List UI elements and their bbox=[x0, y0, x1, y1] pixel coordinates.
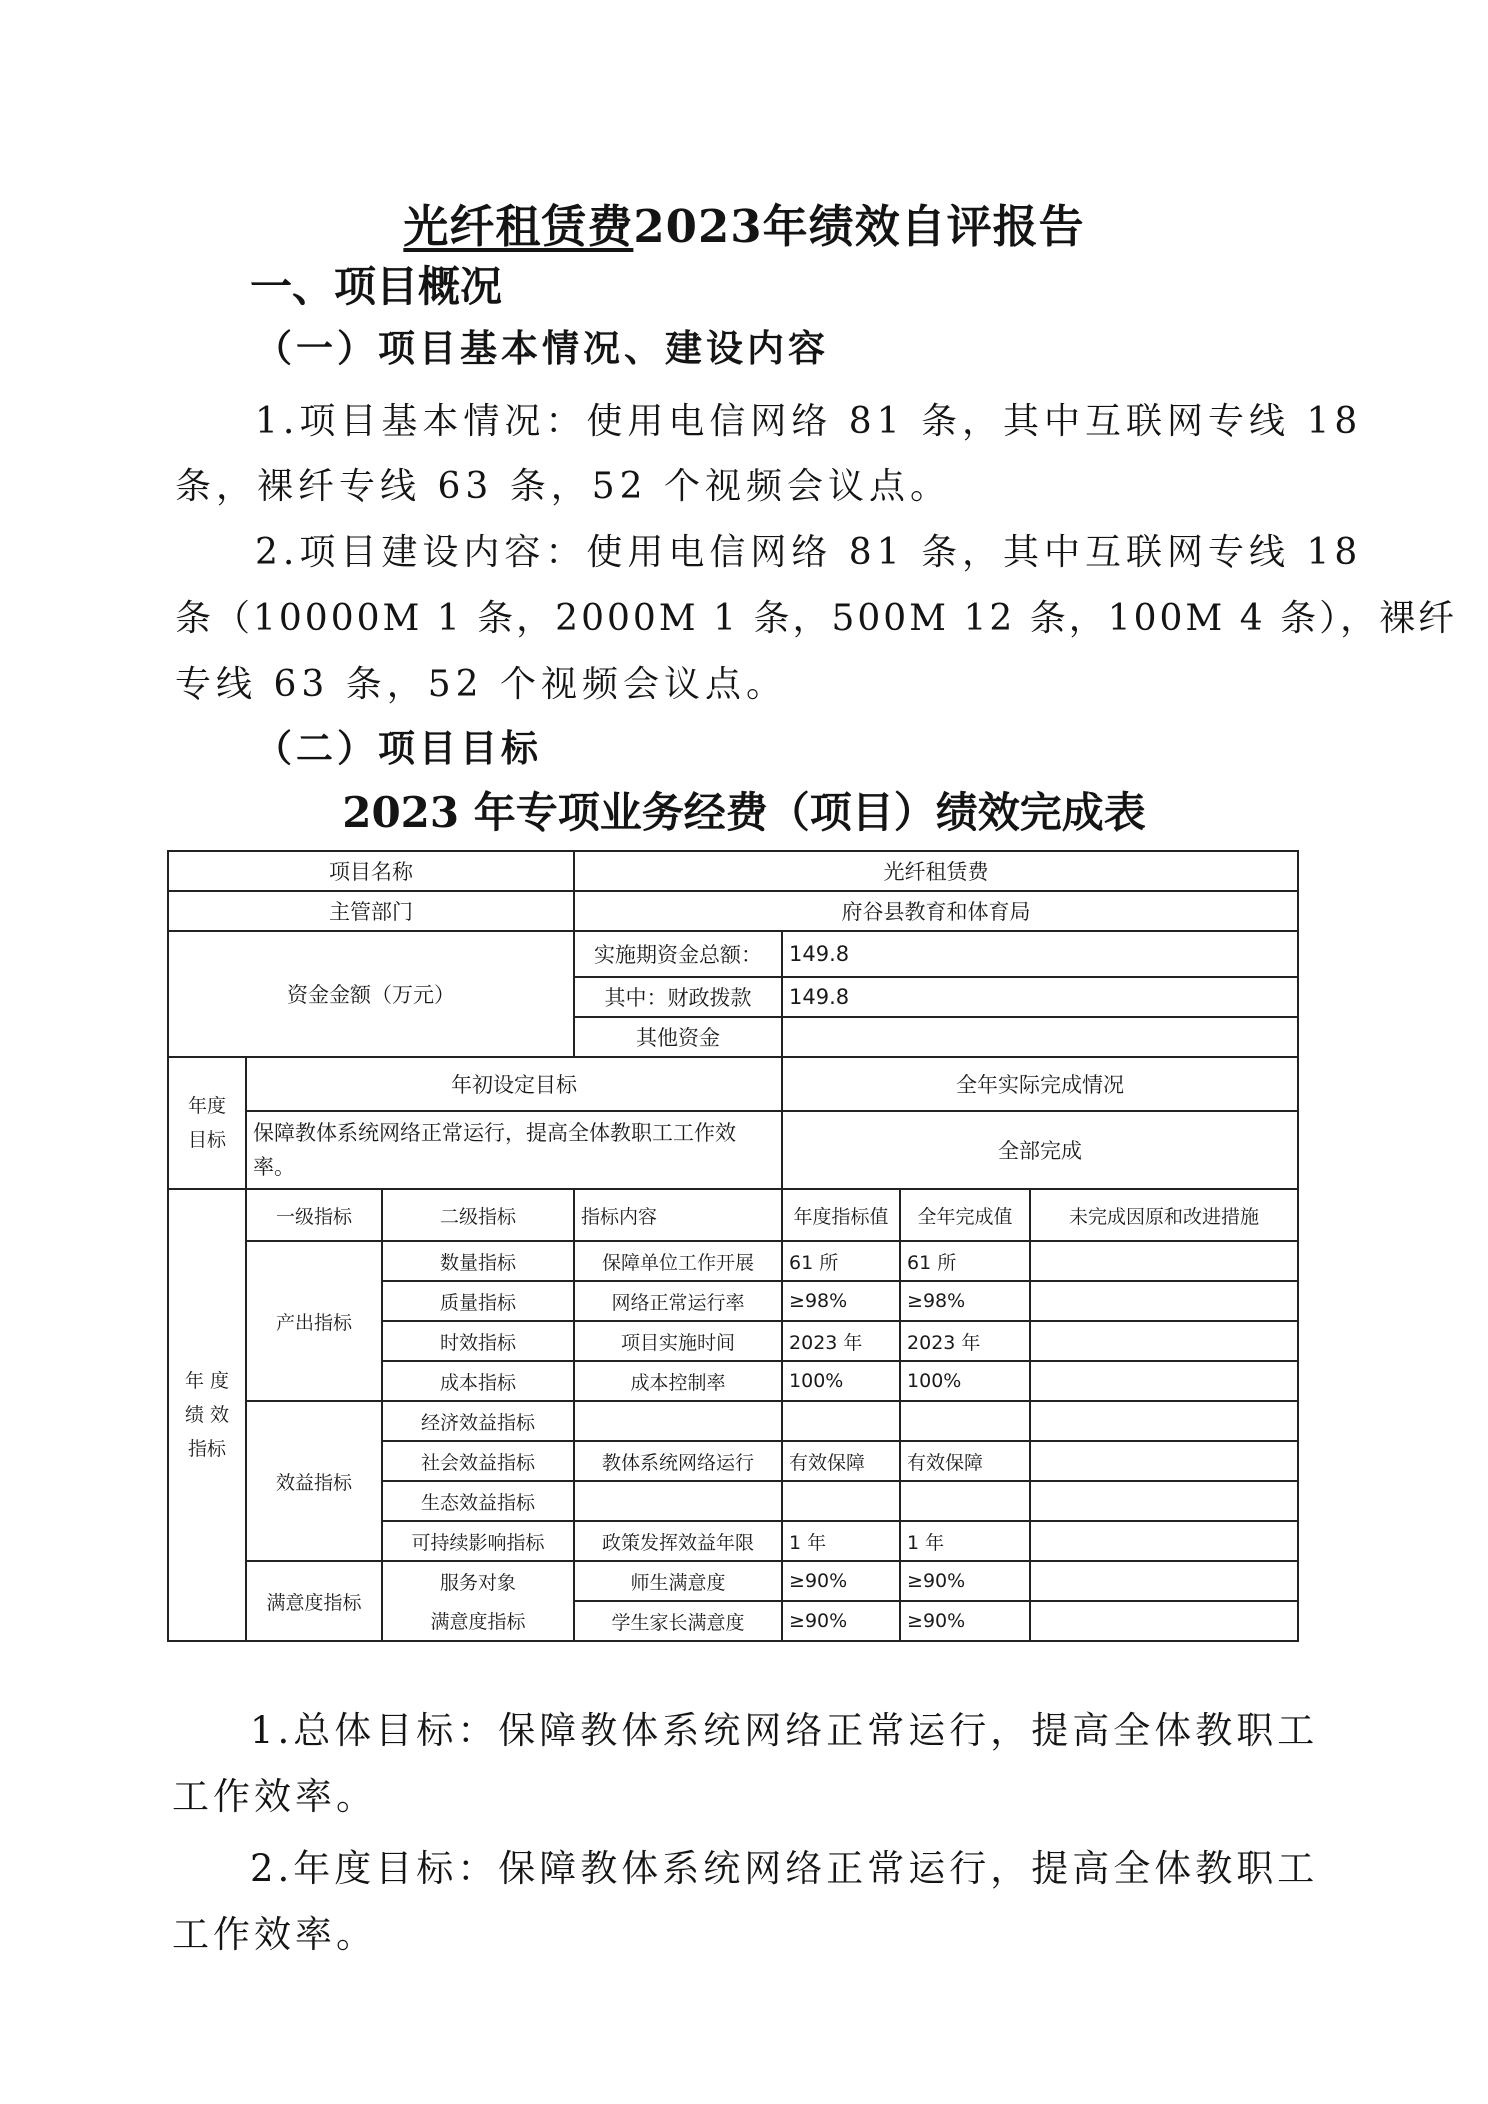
table-row-actual: 1 年 bbox=[900, 1521, 1030, 1561]
total-fund-value: 149.8 bbox=[782, 931, 1298, 977]
table-row-content bbox=[574, 1401, 782, 1441]
output-indicator-label: 产出指标 bbox=[246, 1241, 382, 1401]
header-actual: 全年完成值 bbox=[900, 1189, 1030, 1241]
page-title bbox=[0, 190, 1488, 255]
other-fund-value bbox=[782, 1017, 1298, 1057]
initial-target-value: 保障教体系统网络正常运行，提高全体教职工工作效率。 bbox=[246, 1111, 782, 1189]
header-content: 指标内容 bbox=[574, 1189, 782, 1241]
title-rest: 2023年绩效自评报告 bbox=[633, 200, 1085, 253]
table-row-content: 教体系统网络运行 bbox=[574, 1441, 782, 1481]
table-row-actual: 2023 年 bbox=[900, 1321, 1030, 1361]
title-underlined: 光纤租赁费 bbox=[403, 200, 634, 253]
table-row-remark bbox=[1030, 1481, 1298, 1521]
performance-table bbox=[167, 850, 1299, 1642]
table-row-actual: ≥98% bbox=[900, 1281, 1030, 1321]
header-level2: 二级指标 bbox=[382, 1189, 574, 1241]
table-row-actual: ≥90% bbox=[900, 1601, 1030, 1641]
header-level1: 一级指标 bbox=[246, 1189, 382, 1241]
performance-indicator-label bbox=[168, 1189, 246, 1641]
table-row-target: 有效保障 bbox=[782, 1441, 900, 1481]
overall-goal-line-1: 1.总体目标：保障教体系统网络正常运行，提高全体教职工 bbox=[250, 1709, 1319, 1752]
table-row-target: ≥90% bbox=[782, 1561, 900, 1601]
table-row-remark bbox=[1030, 1361, 1298, 1401]
annual-goal-label-2: 目标 bbox=[187, 1129, 226, 1151]
fund-label: 资金金额（万元） bbox=[168, 931, 574, 1057]
table-row-remark bbox=[1030, 1401, 1298, 1441]
table-row-content: 项目实施时间 bbox=[574, 1321, 782, 1361]
project-name-label: 项目名称 bbox=[168, 851, 574, 891]
table-row-target: ≥98% bbox=[782, 1281, 900, 1321]
table-row-l2: 时效指标 bbox=[382, 1321, 574, 1361]
table-row-target bbox=[782, 1401, 900, 1441]
table-title: 2023 年专项业务经费（项目）绩效完成表 bbox=[342, 788, 1146, 837]
actual-completion-label: 全年实际完成情况 bbox=[782, 1057, 1298, 1111]
subsection-heading-goals: （二）项目目标 bbox=[255, 726, 542, 770]
table-row-l2: 社会效益指标 bbox=[382, 1441, 574, 1481]
table-row-remark bbox=[1030, 1521, 1298, 1561]
table-row-actual bbox=[900, 1481, 1030, 1521]
table-row-content: 师生满意度 bbox=[574, 1561, 782, 1601]
total-fund-label: 实施期资金总额： bbox=[574, 931, 782, 977]
table-row-target: ≥90% bbox=[782, 1601, 900, 1641]
actual-completion-value: 全部完成 bbox=[782, 1111, 1298, 1189]
benefit-indicator-label: 效益指标 bbox=[246, 1401, 382, 1561]
annual-goal-label bbox=[168, 1057, 246, 1189]
table-row-actual bbox=[900, 1401, 1030, 1441]
other-fund-label: 其他资金 bbox=[574, 1017, 782, 1057]
table-row-remark bbox=[1030, 1561, 1298, 1601]
table-row-remark bbox=[1030, 1321, 1298, 1361]
table-row-actual: 61 所 bbox=[900, 1241, 1030, 1281]
initial-target-label: 年初设定目标 bbox=[246, 1057, 782, 1111]
table-row-content bbox=[574, 1481, 782, 1521]
header-remark: 未完成因原和改进措施 bbox=[1030, 1189, 1298, 1241]
paragraph-content-line-3: 专线 63 条，52 个视频会议点。 bbox=[175, 664, 787, 705]
performance-label-3: 指标 bbox=[187, 1438, 226, 1460]
table-row-content: 保障单位工作开展 bbox=[574, 1241, 782, 1281]
table-row-actual: 100% bbox=[900, 1361, 1030, 1401]
table-row-l2: 质量指标 bbox=[382, 1281, 574, 1321]
table-row-actual: 有效保障 bbox=[900, 1441, 1030, 1481]
fiscal-fund-value: 149.8 bbox=[782, 977, 1298, 1017]
overall-goal-line-2: 工作效率。 bbox=[172, 1775, 377, 1818]
table-row-actual: ≥90% bbox=[900, 1561, 1030, 1601]
table-row-l2: 可持续影响指标 bbox=[382, 1521, 574, 1561]
paragraph-basic-line-2: 条，裸纤专线 63 条，52 个视频会议点。 bbox=[175, 466, 951, 507]
table-row-content: 学生家长满意度 bbox=[574, 1601, 782, 1641]
table-row-target: 1 年 bbox=[782, 1521, 900, 1561]
annual-goal-label-1: 年度 bbox=[187, 1095, 226, 1117]
table-row-content: 网络正常运行率 bbox=[574, 1281, 782, 1321]
header-target: 年度指标值 bbox=[782, 1189, 900, 1241]
paragraph-basic-line-1: 1.项目基本情况：使用电信网络 81 条，其中互联网专线 18 bbox=[255, 401, 1363, 442]
annual-goal-line-1: 2.年度目标：保障教体系统网络正常运行，提高全体教职工 bbox=[250, 1847, 1319, 1890]
project-name-value: 光纤租赁费 bbox=[574, 851, 1298, 891]
fiscal-fund-label: 其中：财政拨款 bbox=[574, 977, 782, 1017]
dept-value: 府谷县教育和体育局 bbox=[574, 891, 1298, 931]
performance-label-2: 绩 效 bbox=[184, 1404, 230, 1426]
satisfaction-indicator-label: 满意度指标 bbox=[246, 1561, 382, 1641]
table-row-l2: 经济效益指标 bbox=[382, 1401, 574, 1441]
table-row-l2: 成本指标 bbox=[382, 1361, 574, 1401]
table-row-l2: 数量指标 bbox=[382, 1241, 574, 1281]
table-row-remark bbox=[1030, 1601, 1298, 1641]
table-row-target bbox=[782, 1481, 900, 1521]
table-row-target: 61 所 bbox=[782, 1241, 900, 1281]
section-heading-overview: 一、项目概况 bbox=[250, 262, 503, 311]
table-row-target: 100% bbox=[782, 1361, 900, 1401]
table-row-content: 政策发挥效益年限 bbox=[574, 1521, 782, 1561]
table-row-content: 成本控制率 bbox=[574, 1361, 782, 1401]
subsection-heading-basic: （一）项目基本情况、建设内容 bbox=[255, 326, 829, 370]
table-row-remark bbox=[1030, 1281, 1298, 1321]
paragraph-content-line-1: 2.项目建设内容：使用电信网络 81 条，其中互联网专线 18 bbox=[255, 532, 1363, 573]
table-row-target: 2023 年 bbox=[782, 1321, 900, 1361]
table-row-remark bbox=[1030, 1441, 1298, 1481]
table-row-l2: 满意度指标 bbox=[382, 1601, 574, 1641]
table-row-remark bbox=[1030, 1241, 1298, 1281]
paragraph-content-line-2: 条（10000M 1 条，2000M 1 条，500M 12 条，100M 4 条），裸纤 bbox=[175, 598, 1458, 639]
table-row-l2: 服务对象 bbox=[382, 1561, 574, 1601]
dept-label: 主管部门 bbox=[168, 891, 574, 931]
annual-goal-line-2: 工作效率。 bbox=[172, 1913, 377, 1956]
performance-label-1: 年 度 bbox=[184, 1370, 230, 1392]
table-row-l2: 生态效益指标 bbox=[382, 1481, 574, 1521]
